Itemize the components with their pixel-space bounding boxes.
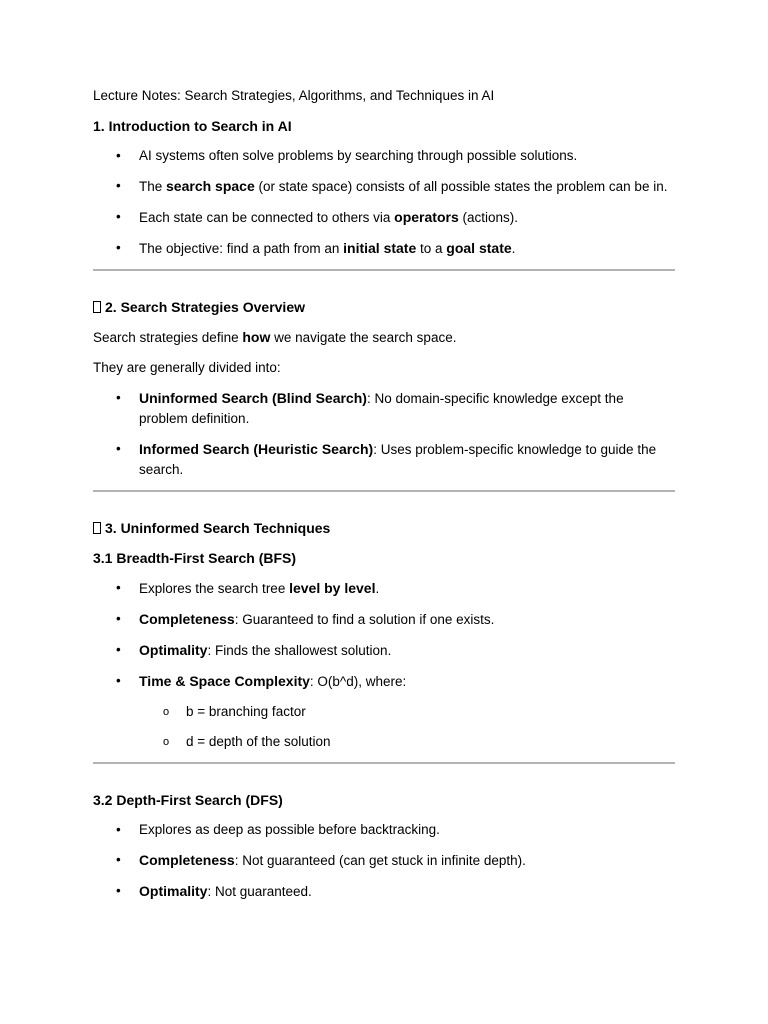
- bullet-text-pre: The objective: find a path from an: [139, 241, 344, 256]
- section-1-list: [93, 146, 675, 259]
- section-3-heading: [93, 518, 675, 538]
- bullet-icon: •: [116, 642, 121, 657]
- list-item: [93, 207, 675, 228]
- bullet-text-post: : No domain-specific knowledge except the problem definition.: [139, 391, 624, 426]
- section-3-heading-text: 3. Uninformed Search Techniques: [105, 520, 331, 536]
- list-item: [93, 238, 675, 259]
- bullet-icon: •: [116, 673, 121, 688]
- term-optimality: Optimality: [139, 642, 208, 658]
- list-item: [93, 439, 675, 480]
- bullet-icon: •: [116, 852, 121, 867]
- bfs-sub-list: [93, 702, 675, 752]
- bullet-icon: •: [116, 209, 121, 224]
- bullet-text-post: : Finds the shallowest solution.: [207, 643, 392, 658]
- bullet-text-pre: The: [139, 179, 167, 194]
- document-page: [93, 86, 675, 912]
- section-divider: [93, 269, 675, 271]
- sub-bullet-text: b = branching factor: [186, 704, 306, 719]
- list-item: [93, 388, 675, 429]
- term-uninformed-search: Uninformed Search (Blind Search): [139, 390, 367, 406]
- term-how: how: [242, 329, 271, 345]
- missing-glyph-box-icon: [93, 301, 101, 313]
- section-2-paragraph-2: They are generally divided into:: [93, 360, 281, 375]
- term-completeness: Completeness: [139, 852, 235, 868]
- bullet-text: Explores as deep as possible before backtracking.: [139, 822, 440, 837]
- section-2-heading: [93, 297, 675, 317]
- bullet-icon: •: [116, 822, 121, 837]
- term-optimality: Optimality: [139, 883, 208, 899]
- bullet-text-post: (actions).: [458, 210, 519, 225]
- document-title: Lecture Notes: Search Strategies, Algorithms, and Techniques in AI: [93, 88, 495, 103]
- bfs-list: [93, 578, 675, 692]
- bullet-icon: •: [116, 240, 121, 255]
- bullet-text-pre: Explores the search tree: [139, 581, 290, 596]
- bullet-icon: •: [116, 441, 121, 456]
- sub-bullet-icon: o: [163, 706, 170, 718]
- term-level-by-level: level by level: [289, 580, 376, 596]
- list-item: [93, 820, 675, 840]
- bullet-text-post: : Guaranteed to find a solution if one exists.: [234, 612, 495, 627]
- section-divider: [93, 490, 675, 492]
- list-item: [93, 176, 675, 197]
- dfs-heading: 3.2 Depth-First Search (DFS): [93, 792, 283, 808]
- section-1-heading: 1. Introduction to Search in AI: [93, 118, 292, 134]
- bullet-text-post: .: [375, 581, 380, 596]
- bullet-text-post: (or state space) consists of all possible states the problem can be in.: [254, 179, 668, 194]
- bullet-text-post: : Uses problem-specific knowledge to guide the search.: [139, 442, 657, 477]
- sub-bullet-text: d = depth of the solution: [186, 734, 331, 749]
- bullet-icon: •: [116, 178, 121, 193]
- bullet-text-pre: Each state can be connected to others via: [139, 210, 395, 225]
- term-goal-state: goal state: [446, 240, 512, 256]
- bullet-icon: •: [116, 148, 121, 163]
- section-2-list: [93, 388, 675, 480]
- term-operators: operators: [394, 209, 459, 225]
- sub-bullet-icon: o: [163, 736, 170, 748]
- bullet-icon: •: [116, 390, 121, 405]
- list-item: [93, 881, 675, 902]
- term-search-space: search space: [166, 178, 255, 194]
- bullet-icon: •: [116, 883, 121, 898]
- missing-glyph-box-icon: [93, 522, 101, 534]
- section-2-heading-text: 2. Search Strategies Overview: [105, 299, 305, 315]
- list-item: [93, 609, 675, 630]
- list-item: [93, 640, 675, 661]
- bfs-heading: 3.1 Breadth-First Search (BFS): [93, 550, 297, 566]
- bullet-text-mid: to a: [416, 241, 447, 256]
- bullet-text: AI systems often solve problems by searching through possible solutions.: [139, 148, 578, 163]
- sub-list-item: [93, 702, 675, 722]
- dfs-list: [93, 820, 675, 902]
- bullet-text-post: : Not guaranteed (can get stuck in infinite depth).: [234, 853, 526, 868]
- sub-list-item: [93, 732, 675, 752]
- list-item: [93, 146, 675, 166]
- bullet-text-post: : Not guaranteed.: [207, 884, 312, 899]
- term-completeness: Completeness: [139, 611, 235, 627]
- term-time-space-complexity: Time & Space Complexity: [139, 673, 310, 689]
- term-informed-search: Informed Search (Heuristic Search): [139, 441, 374, 457]
- section-2-paragraph-1: [93, 327, 675, 348]
- bullet-icon: •: [116, 580, 121, 595]
- list-item: [93, 671, 675, 692]
- bullet-text-post: .: [511, 241, 516, 256]
- list-item: [93, 578, 675, 599]
- term-initial-state: initial state: [343, 240, 417, 256]
- paragraph-text-pre: Search strategies define: [93, 330, 243, 345]
- list-item: [93, 850, 675, 871]
- paragraph-text-post: we navigate the search space.: [270, 330, 457, 345]
- bullet-icon: •: [116, 611, 121, 626]
- section-divider: [93, 762, 675, 764]
- bullet-text-post: : O(b^d), where:: [309, 674, 407, 689]
